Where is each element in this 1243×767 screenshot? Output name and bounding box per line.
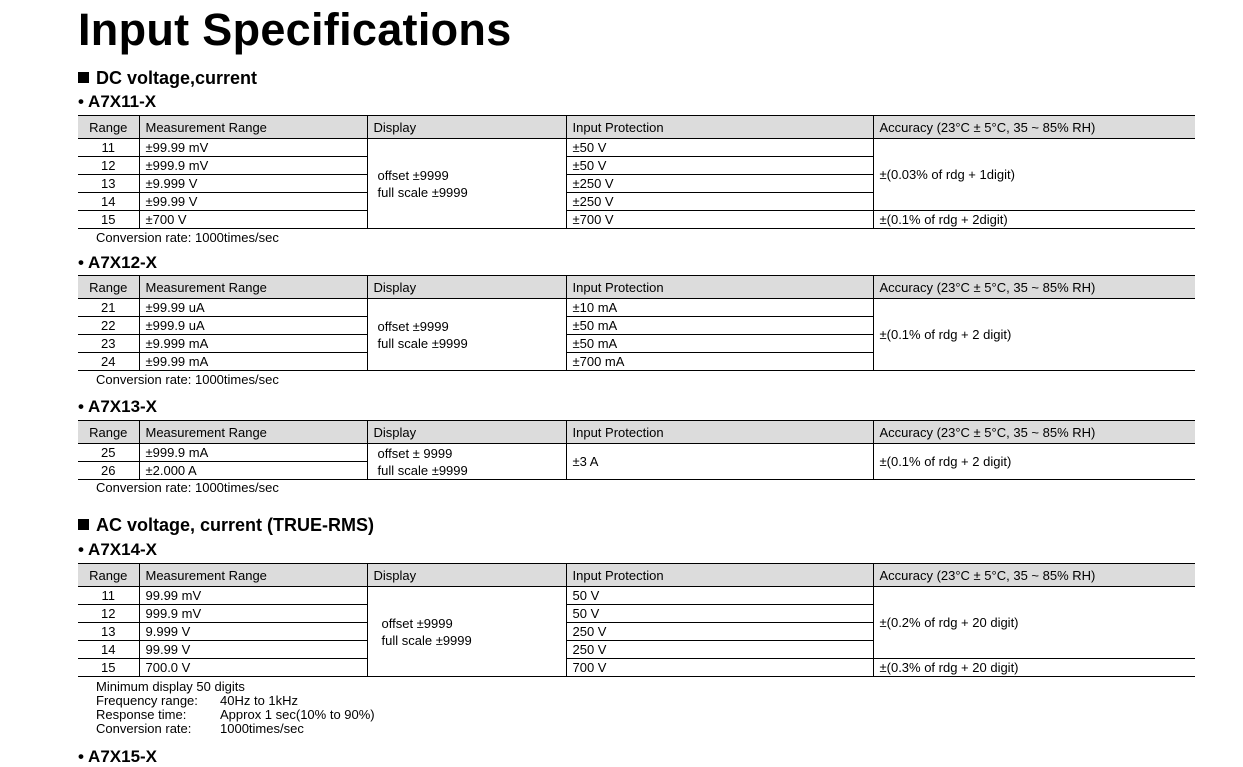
- protection-cell: ±10 mA: [566, 299, 873, 317]
- table-row: [78, 139, 1195, 157]
- measurement-cell: 9.999 V: [139, 623, 367, 641]
- col-measurement: Measurement Range: [139, 116, 367, 139]
- protection-cell: ±3 A: [566, 444, 873, 480]
- protection-cell: ±50 V: [566, 139, 873, 157]
- table-row: [78, 444, 1195, 462]
- range-cell: 21: [78, 299, 139, 317]
- col-protection: Input Protection: [566, 116, 873, 139]
- frequency-label: Frequency range:: [96, 693, 198, 708]
- protection-cell: 250 V: [566, 641, 873, 659]
- table-row: [78, 587, 1195, 605]
- range-cell: 25: [78, 444, 139, 462]
- range-cell: 12: [78, 157, 139, 175]
- protection-cell: ±700 V: [566, 211, 873, 229]
- table-a7x14: [78, 563, 1195, 677]
- col-protection: Input Protection: [566, 421, 873, 444]
- col-display: Display: [367, 421, 566, 444]
- protection-cell: ±50 mA: [566, 317, 873, 335]
- frequency-value: 40Hz to 1kHz: [220, 693, 299, 708]
- range-cell: 26: [78, 462, 139, 480]
- display-cell: [367, 299, 566, 371]
- col-accuracy: Accuracy (23°C ± 5°C, 35 ~ 85% RH): [873, 276, 1195, 299]
- response-note: [96, 708, 375, 722]
- accuracy-cell: ±(0.3% of rdg + 20 digit): [873, 659, 1195, 677]
- ac-notes: [96, 680, 375, 736]
- range-cell: 12: [78, 605, 139, 623]
- range-cell: 23: [78, 335, 139, 353]
- conversion-note: Conversion rate: 1000times/sec: [96, 230, 279, 245]
- col-range: Range: [78, 564, 139, 587]
- range-cell: 14: [78, 193, 139, 211]
- col-accuracy: Accuracy (23°C ± 5°C, 35 ~ 85% RH): [873, 564, 1195, 587]
- table-header: [78, 421, 1195, 444]
- col-measurement: Measurement Range: [139, 564, 367, 587]
- section-dc: [78, 68, 257, 89]
- protection-cell: ±700 mA: [566, 353, 873, 371]
- conversion-note: Conversion rate: 1000times/sec: [96, 480, 279, 495]
- protection-cell: ±250 V: [566, 193, 873, 211]
- col-protection: Input Protection: [566, 276, 873, 299]
- table-row: [78, 659, 1195, 677]
- range-cell: 15: [78, 211, 139, 229]
- conversion-note: Conversion rate: 1000times/sec: [96, 372, 279, 387]
- conversion-label: Conversion rate:: [96, 721, 192, 736]
- range-cell: 13: [78, 623, 139, 641]
- section-dc-title: DC voltage,current: [96, 68, 258, 88]
- table-header: [78, 276, 1195, 299]
- range-cell: 15: [78, 659, 139, 677]
- display-fullscale: full scale ±9999: [377, 335, 468, 351]
- conversion-value: 1000times/sec: [220, 721, 304, 736]
- display-fullscale: full scale ±9999: [381, 632, 472, 648]
- range-cell: 24: [78, 353, 139, 371]
- measurement-cell: ±2.000 A: [139, 462, 367, 480]
- bullet-square-icon: [78, 72, 89, 83]
- measurement-cell: 99.99 mV: [139, 587, 367, 605]
- display-fullscale: full scale ±9999: [377, 462, 468, 478]
- measurement-cell: 99.99 V: [139, 641, 367, 659]
- model-a7x12: • A7X12-X: [78, 253, 158, 272]
- table-a7x11: [78, 115, 1195, 229]
- measurement-cell: ±99.99 mV: [139, 139, 367, 157]
- col-range: Range: [78, 116, 139, 139]
- display-offset: offset ± 9999: [377, 445, 453, 461]
- col-accuracy: Accuracy (23°C ± 5°C, 35 ~ 85% RH): [873, 116, 1195, 139]
- table-header: [78, 564, 1195, 587]
- display-offset: offset ±9999: [381, 615, 453, 631]
- table-a7x12: [78, 275, 1195, 371]
- table-row: [78, 211, 1195, 229]
- col-display: Display: [367, 116, 566, 139]
- col-measurement: Measurement Range: [139, 276, 367, 299]
- measurement-cell: ±999.9 mV: [139, 157, 367, 175]
- protection-cell: 250 V: [566, 623, 873, 641]
- accuracy-cell: ±(0.1% of rdg + 2digit): [873, 211, 1195, 229]
- response-label: Response time:: [96, 707, 187, 722]
- section-ac-title: AC voltage, current (TRUE-RMS): [96, 515, 375, 535]
- measurement-cell: ±9.999 mA: [139, 335, 367, 353]
- range-cell: 13: [78, 175, 139, 193]
- protection-cell: 50 V: [566, 605, 873, 623]
- response-value: Approx 1 sec(10% to 90%): [220, 707, 375, 722]
- display-cell: [367, 139, 566, 229]
- model-a7x11: • A7X11-X: [78, 92, 157, 111]
- col-range: Range: [78, 421, 139, 444]
- measurement-cell: ±99.99 V: [139, 193, 367, 211]
- model-a7x14: • A7X14-X: [78, 540, 158, 559]
- table-row: [78, 299, 1195, 317]
- col-accuracy: Accuracy (23°C ± 5°C, 35 ~ 85% RH): [873, 421, 1195, 444]
- protection-cell: 50 V: [566, 587, 873, 605]
- frequency-note: [96, 694, 375, 708]
- section-ac: [78, 515, 374, 536]
- col-protection: Input Protection: [566, 564, 873, 587]
- range-cell: 11: [78, 587, 139, 605]
- accuracy-cell: ±(0.2% of rdg + 20 digit): [873, 587, 1195, 659]
- display-cell: [367, 587, 566, 677]
- display-offset: offset ±9999: [377, 167, 449, 183]
- display-fullscale: full scale ±9999: [377, 184, 468, 200]
- measurement-cell: 999.9 mV: [139, 605, 367, 623]
- col-display: Display: [367, 276, 566, 299]
- measurement-cell: ±999.9 uA: [139, 317, 367, 335]
- display-cell: [367, 444, 566, 480]
- conversion-note: [96, 722, 375, 736]
- measurement-cell: 700.0 V: [139, 659, 367, 677]
- accuracy-cell: ±(0.1% of rdg + 2 digit): [873, 444, 1195, 480]
- measurement-cell: ±999.9 mA: [139, 444, 367, 462]
- protection-cell: ±50 V: [566, 157, 873, 175]
- min-display-note: Minimum display 50 digits: [96, 679, 245, 694]
- page-title: Input Specifications: [78, 4, 512, 55]
- model-a7x13: • A7X13-X: [78, 397, 158, 416]
- measurement-cell: ±9.999 V: [139, 175, 367, 193]
- range-cell: 14: [78, 641, 139, 659]
- measurement-cell: ±700 V: [139, 211, 367, 229]
- range-cell: 22: [78, 317, 139, 335]
- col-measurement: Measurement Range: [139, 421, 367, 444]
- table-header: [78, 116, 1195, 139]
- protection-cell: ±50 mA: [566, 335, 873, 353]
- col-range: Range: [78, 276, 139, 299]
- table-a7x13: [78, 420, 1195, 480]
- model-a7x15: • A7X15-X: [78, 747, 158, 766]
- measurement-cell: ±99.99 mA: [139, 353, 367, 371]
- bullet-square-icon: [78, 519, 89, 530]
- col-display: Display: [367, 564, 566, 587]
- measurement-cell: ±99.99 uA: [139, 299, 367, 317]
- protection-cell: ±250 V: [566, 175, 873, 193]
- range-cell: 11: [78, 139, 139, 157]
- protection-cell: 700 V: [566, 659, 873, 677]
- accuracy-cell: ±(0.1% of rdg + 2 digit): [873, 299, 1195, 371]
- display-offset: offset ±9999: [377, 318, 449, 334]
- accuracy-cell: ±(0.03% of rdg + 1digit): [873, 139, 1195, 211]
